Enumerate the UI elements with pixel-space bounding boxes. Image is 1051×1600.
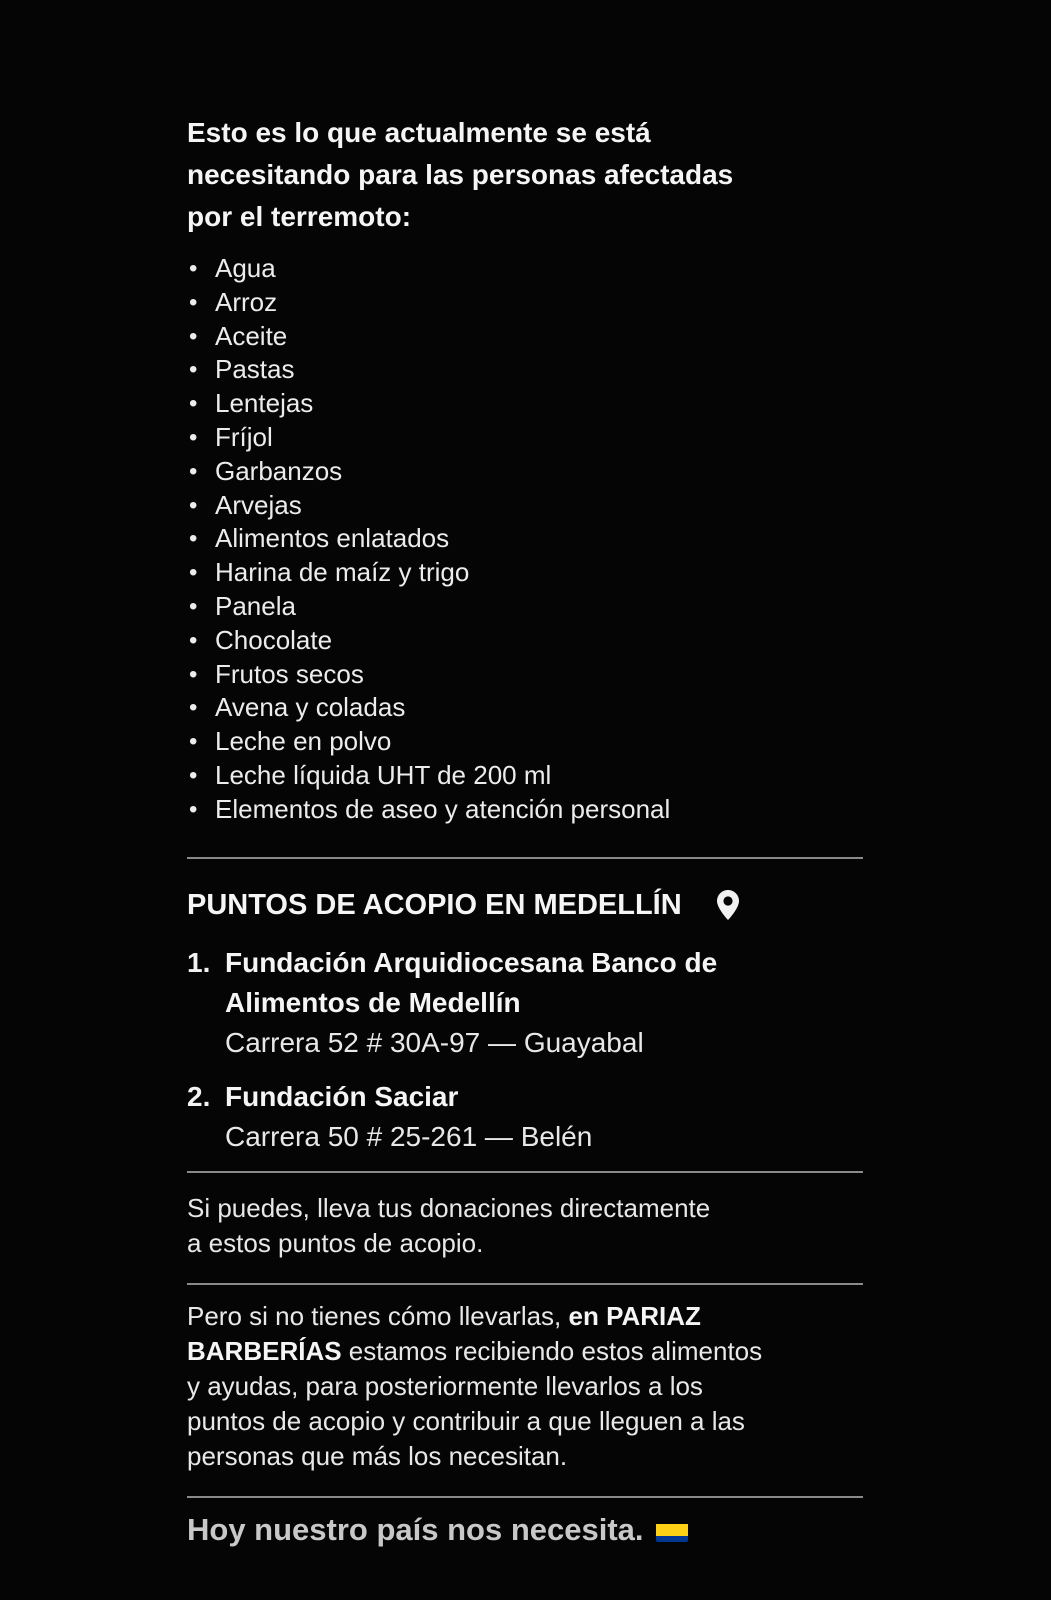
list-item: • Agua (187, 252, 863, 286)
point-name-line-2: Alimentos de Medellín (225, 986, 521, 1018)
barber-note-emphasis: BARBERÍAS (187, 1335, 342, 1366)
barber-note-text: puntos de acopio y contribuir a que lleguen a las (187, 1405, 745, 1436)
list-item: • Frutos secos (187, 658, 863, 692)
intro-line-3: por el terremoto: (187, 201, 412, 232)
intro-line-1: Esto es lo que actualmente se está (187, 117, 651, 148)
needs-list (187, 252, 863, 827)
list-item: • Garbanzos (187, 455, 863, 489)
divider (187, 1171, 863, 1173)
list-item: • Leche en polvo (187, 725, 863, 759)
closing-message (187, 1510, 863, 1550)
point-name (225, 943, 863, 1023)
donation-notice (187, 112, 863, 1550)
point-number: 1. (187, 946, 211, 978)
barber-note-text: estamos recibiendo estos alimentos (341, 1335, 763, 1366)
list-item: • Leche líquida UHT de 200 ml (187, 759, 863, 793)
list-item: • Alimentos enlatados (187, 522, 863, 556)
list-item: • Aceite (187, 320, 863, 354)
closing-text: Hoy nuestro país nos necesita. (187, 1511, 644, 1547)
point-name-line-1: Fundación Arquidiocesana Banco de (225, 946, 718, 978)
barber-note-text: Pero si no tienes cómo llevarlas, (187, 1300, 569, 1331)
direct-donation-note (187, 1191, 863, 1261)
location-pin-icon (716, 889, 740, 921)
divider (187, 1283, 863, 1285)
barber-shop-note (187, 1299, 863, 1474)
list-item: • Harina de maíz y trigo (187, 556, 863, 590)
divider (187, 857, 863, 859)
list-item: • Avena y coladas (187, 691, 863, 725)
direct-note-line-2: a estos puntos de acopio. (187, 1227, 484, 1258)
list-item: • Chocolate (187, 624, 863, 658)
point-name: Fundación Saciar (225, 1080, 459, 1112)
list-item: • Lentejas (187, 387, 863, 421)
collection-points-heading (187, 885, 863, 925)
barber-note-text: y ayudas, para posteriormente llevarlos a los (187, 1370, 703, 1401)
list-item: • Elementos de aseo y atención personal (187, 793, 863, 827)
list-item: • Pastas (187, 353, 863, 387)
barber-note-emphasis: en PARIAZ (568, 1300, 701, 1331)
collection-points-list (187, 943, 863, 1157)
divider (187, 1496, 863, 1498)
point-address: Carrera 52 # 30A-97 — Guayabal (225, 1026, 644, 1058)
point-number: 2. (187, 1080, 211, 1112)
list-item: • Panela (187, 590, 863, 624)
intro-heading (187, 112, 863, 238)
colombia-flag-icon (656, 1518, 688, 1542)
point-address: Carrera 50 # 25-261 — Belén (225, 1120, 593, 1152)
intro-line-2: necesitando para las personas afectadas (187, 159, 734, 190)
collection-point-1 (187, 943, 863, 1063)
list-item: • Arvejas (187, 489, 863, 523)
barber-note-text: personas que más los necesitan. (187, 1440, 568, 1471)
direct-note-line-1: Si puedes, lleva tus donaciones directamente (187, 1192, 711, 1223)
list-item: • Arroz (187, 286, 863, 320)
collection-point-2 (187, 1077, 863, 1157)
list-item: • Fríjol (187, 421, 863, 455)
collection-heading-text: PUNTOS DE ACOPIO EN MEDELLÍN (187, 888, 682, 921)
